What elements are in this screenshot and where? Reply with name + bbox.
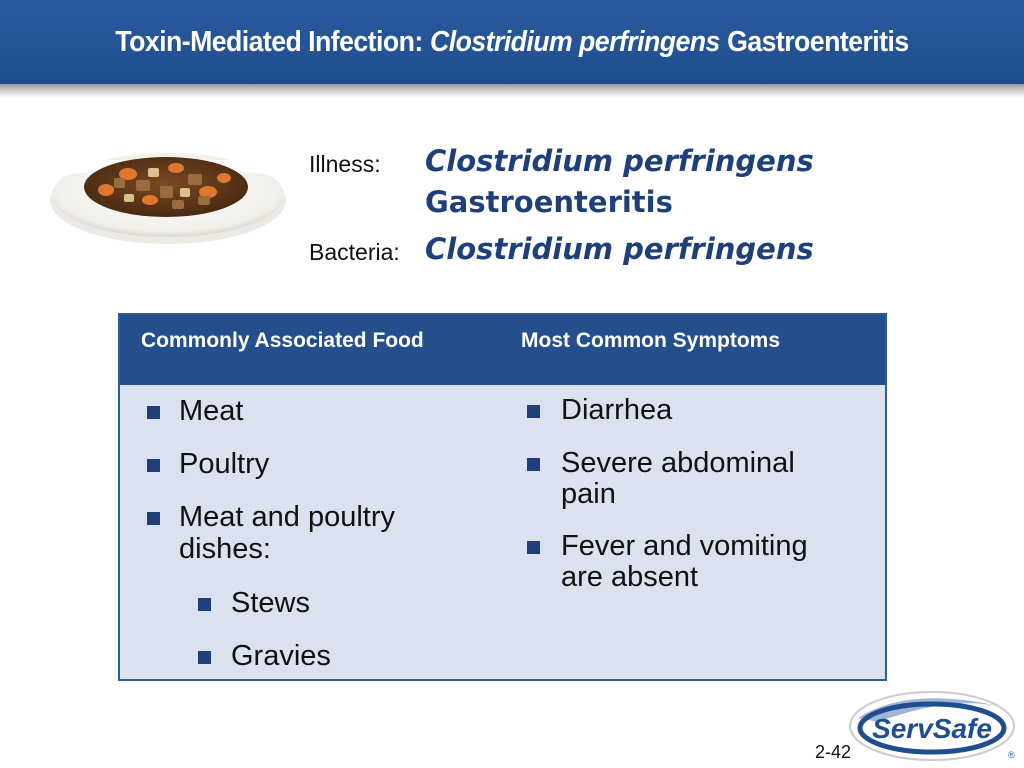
food-item: Meat [179,395,244,427]
title-shadow [0,84,1024,98]
bullet-icon [527,458,540,471]
bullet-icon [147,459,160,472]
col-header-symptoms: Most Common Symptoms [521,329,781,352]
sub-food-item: Gravies [231,640,331,672]
title-part1: Toxin-Mediated Infection: [115,25,423,58]
page-number: 2-42 [815,742,852,762]
symptom-item-cont: are absent [561,561,699,593]
logo-text: ServSafe [872,713,992,744]
bullet-icon [527,405,540,418]
bullet-icon [147,512,160,525]
illness-value-line1: Clostridium perfringens [425,144,814,178]
symptom-item-cont: pain [561,478,616,510]
sub-food-item: Stews [231,587,310,619]
bullet-icon [147,406,160,419]
title-part2: Gastroenteritis [727,25,909,58]
bacteria-label: Bacteria: [309,239,400,265]
bullet-icon [198,598,211,611]
title-italic: Clostridium perfringens [430,25,720,58]
food-item: Poultry [179,448,270,480]
bullet-icon [527,541,540,554]
illness-label: Illness: [309,151,381,177]
slide-title [41,0,983,84]
logo-registered-mark: ® [1008,750,1015,760]
bullet-icon [198,651,211,664]
illness-value-line2: Gastroenteritis [425,185,673,219]
symptom-item: Fever and vomiting [561,530,808,562]
bacteria-value: Clostridium perfringens [425,232,814,266]
servsafe-logo [848,688,1018,764]
info-table [118,313,887,681]
symptom-item: Diarrhea [561,394,673,426]
col-header-food: Commonly Associated Food [141,329,424,352]
food-item: Meat and poultry [179,501,396,533]
symptom-item: Severe abdominal [561,447,795,479]
table-header [120,315,885,385]
food-item-cont: dishes: [179,533,271,565]
stew-bowl-image [48,142,288,247]
